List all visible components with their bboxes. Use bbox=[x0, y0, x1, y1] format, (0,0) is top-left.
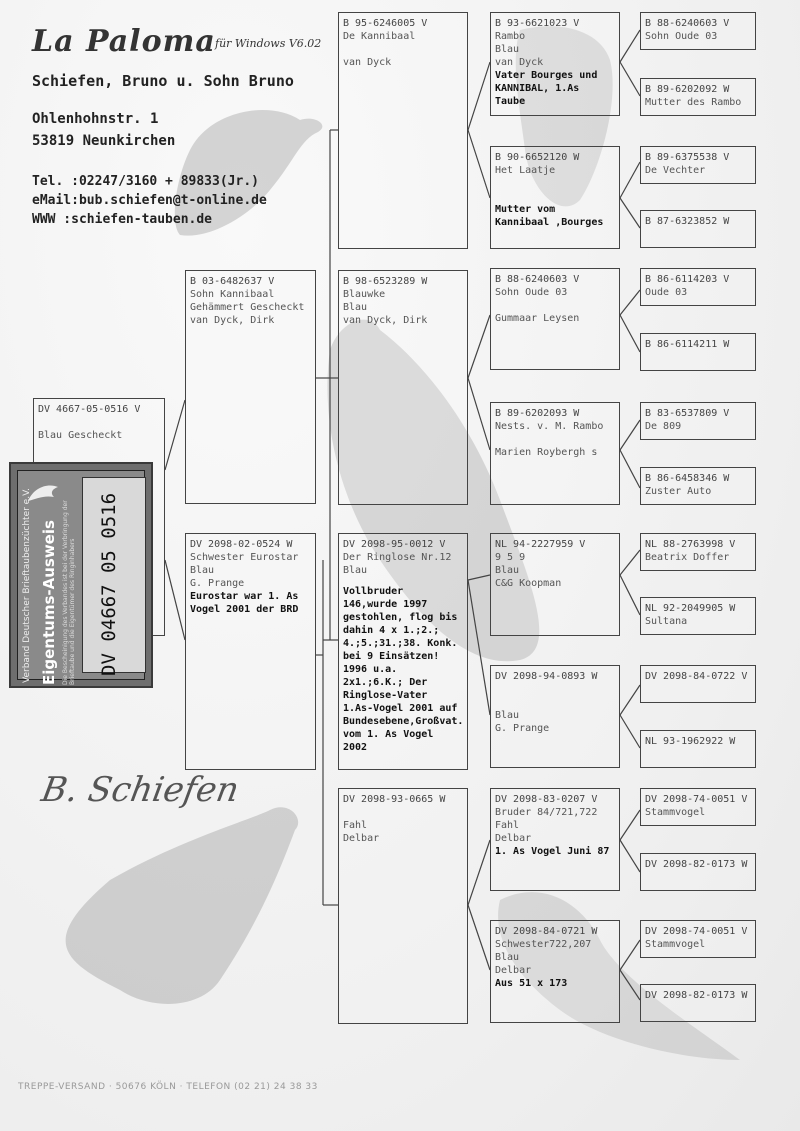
ddd-note: Aus 51 x 173 bbox=[495, 978, 568, 989]
sire-ring: B 03-6482637 V bbox=[190, 276, 275, 287]
pedigree-gen5-box bbox=[640, 730, 756, 768]
owner-name: Schiefen, Bruno u. Sohn Bruno bbox=[32, 72, 294, 90]
gen5-ring: DV 2098-84-0722 V bbox=[645, 671, 748, 682]
dd-ring: DV 2098-93-0665 W bbox=[343, 794, 446, 805]
logo-title: La Paloma bbox=[32, 24, 216, 59]
gen5-ring: NL 92-2049905 W bbox=[645, 603, 736, 614]
dds-note: 1. As Vogel Juni 87 bbox=[495, 846, 610, 857]
pedigree-sd-box bbox=[338, 270, 468, 505]
pedigree-gen5-box bbox=[640, 788, 756, 826]
sds-line: Sohn Oude 03 bbox=[495, 287, 568, 298]
gen5-ring: B 89-6202092 W bbox=[645, 84, 730, 95]
sd-line: Blau bbox=[343, 302, 368, 313]
gen5-name: Mutter des Rambo bbox=[645, 97, 742, 108]
ss-line: De Kannibaal bbox=[343, 31, 416, 42]
sss-ring: B 93-6621023 V bbox=[495, 18, 580, 29]
pedigree-gen5-box bbox=[640, 853, 756, 891]
address-city: 53819 Neunkirchen bbox=[32, 133, 176, 149]
gen5-name: Oude 03 bbox=[645, 287, 688, 298]
gen5-name: Sohn Oude 03 bbox=[645, 31, 718, 42]
dd-line: Fahl bbox=[343, 820, 368, 831]
pedigree-gen5-box bbox=[640, 665, 756, 703]
gen5-ring: DV 2098-82-0173 W bbox=[645, 859, 748, 870]
gen5-name bbox=[645, 228, 751, 241]
ds-line: Blau bbox=[343, 565, 368, 576]
sds-ring: B 88-6240603 V bbox=[495, 274, 580, 285]
pedigree-gen5-box bbox=[640, 146, 756, 184]
ss-ring: B 95-6246005 V bbox=[343, 18, 428, 29]
pedigree-gen5-box bbox=[640, 467, 756, 505]
dam-line: Schwester Eurostar bbox=[190, 552, 299, 563]
pedigree-gen5-box bbox=[640, 12, 756, 50]
pedigree-gen5-box bbox=[640, 402, 756, 440]
dds-line: Fahl bbox=[495, 820, 520, 831]
sss-note: Vater Bourges und KANNIBAL, 1.As Taube bbox=[495, 70, 598, 107]
ddd-line: Blau bbox=[495, 952, 520, 963]
sdd-ring: B 89-6202093 W bbox=[495, 408, 580, 419]
pedigree-sdd-box bbox=[490, 402, 620, 505]
stamp-title: Eigentums-Ausweis bbox=[40, 520, 58, 685]
gen5-ring: B 86-6458346 W bbox=[645, 473, 730, 484]
dam-note: Eurostar war 1. As Vogel 2001 der BRD bbox=[190, 591, 299, 615]
dd-line bbox=[343, 806, 463, 819]
dds-line: Bruder 84/721,722 bbox=[495, 807, 598, 818]
sd-line: van Dyck, Dirk bbox=[343, 315, 428, 326]
sd-ring: B 98-6523289 W bbox=[343, 276, 428, 287]
gen5-ring: DV 2098-74-0051 V bbox=[645, 926, 748, 937]
ss-line: van Dyck bbox=[343, 57, 392, 68]
sire-line: Sohn Kannibaal bbox=[190, 289, 275, 300]
sire-line: van Dyck, Dirk bbox=[190, 315, 275, 326]
pedigree-gen5-box bbox=[640, 268, 756, 306]
gen5-name: De 809 bbox=[645, 421, 682, 432]
contact-website: WWW :schiefen-tauben.de bbox=[32, 212, 213, 227]
ssd-note: Mutter vom Kannibaal ,Bourges bbox=[495, 204, 604, 228]
ds-ring: DV 2098-95-0012 V bbox=[343, 539, 446, 550]
sd-line: Blauwke bbox=[343, 289, 386, 300]
dsd-line: G. Prange bbox=[495, 723, 550, 734]
stamp-org: Verband Deutscher Brieftaubenzüchter e.V. bbox=[22, 488, 32, 683]
pedigree-sds-box bbox=[490, 268, 620, 370]
printer-footer: TREPPE-VERSAND · 50676 KÖLN · TELEFON (02 21) 24 38 33 bbox=[18, 1082, 318, 1092]
pedigree-gen5-box bbox=[640, 78, 756, 116]
gen5-name: De Vechter bbox=[645, 165, 706, 176]
pedigree-dss-box bbox=[490, 533, 620, 636]
gen5-name: Stammvogel bbox=[645, 807, 706, 818]
ddd-line: Schwester722,207 bbox=[495, 939, 592, 950]
dsd-ring: DV 2098-94-0893 W bbox=[495, 671, 598, 682]
dam-ring: DV 2098-02-0524 W bbox=[190, 539, 293, 550]
sss-line: Rambo bbox=[495, 31, 526, 42]
gen5-ring: B 88-6240603 V bbox=[645, 18, 730, 29]
ssd-ring: B 90-6652120 W bbox=[495, 152, 580, 163]
dss-ring: NL 94-2227959 V bbox=[495, 539, 586, 550]
ddd-ring: DV 2098-84-0721 W bbox=[495, 926, 598, 937]
sds-line: Gummaar Leysen bbox=[495, 313, 580, 324]
dove-emblem-icon bbox=[24, 477, 72, 507]
dam-line: G. Prange bbox=[190, 578, 245, 589]
ddd-line: Delbar bbox=[495, 965, 532, 976]
pedigree-gen5-box bbox=[640, 984, 756, 1022]
sss-line: van Dyck bbox=[495, 57, 544, 68]
gen5-name: Zuster Auto bbox=[645, 486, 712, 497]
gen5-name bbox=[645, 351, 751, 364]
stamp-inner-frame: Verband Deutscher Brieftaubenzüchter e.V. Eigentums-Ausweis Die Bescheinigung des Verbandes ist bei der Verbringung der Brieftaube und die Eigentümer des Ringinhabers DV 04667 05 0516 bbox=[17, 470, 145, 680]
pedigree-ds-box bbox=[338, 533, 468, 770]
dsd-line bbox=[495, 696, 615, 709]
gen5-name: Sultana bbox=[645, 616, 688, 627]
pedigree-sss-box bbox=[490, 12, 620, 116]
pedigree-ss-box bbox=[338, 12, 468, 249]
logo-subtitle: für Windows V6.02 bbox=[215, 37, 322, 50]
pedigree-gen5-box bbox=[640, 597, 756, 635]
stamp-fineprint: Die Bescheinigung des Verbandes ist bei der Verbringung der Brieftaube und die Eigentümer des Ringinhabers bbox=[62, 500, 76, 685]
pedigree-sire-box bbox=[185, 270, 316, 504]
address-street: Ohlenhohnstr. 1 bbox=[32, 111, 159, 127]
subject-line: Blau Gescheckt bbox=[38, 430, 123, 441]
gen5-name: Stammvogel bbox=[645, 939, 706, 950]
gen5-name bbox=[645, 871, 751, 884]
dds-line: Delbar bbox=[495, 833, 532, 844]
sds-line bbox=[495, 299, 615, 312]
pedigree-ssd-box bbox=[490, 146, 620, 249]
pedigree-dsd-box bbox=[490, 665, 620, 768]
ssd-line: Het Laatje bbox=[495, 165, 556, 176]
gen5-ring: NL 93-1962922 W bbox=[645, 736, 736, 747]
sdd-line: Nests. v. M. Rambo bbox=[495, 421, 604, 432]
subject-ring: DV 4667-05-0516 V bbox=[38, 404, 141, 415]
pedigree-gen5-box bbox=[640, 920, 756, 958]
sss-line: Blau bbox=[495, 44, 520, 55]
dss-line: C&G Koopman bbox=[495, 578, 562, 589]
gen5-name bbox=[645, 748, 751, 761]
owner-signature: B. Schiefen bbox=[38, 770, 242, 810]
dds-ring: DV 2098-83-0207 V bbox=[495, 794, 598, 805]
pedigree-ddd-box bbox=[490, 920, 620, 1023]
gen5-name bbox=[645, 1002, 751, 1015]
gen5-name bbox=[645, 683, 751, 696]
pedigree-gen5-box bbox=[640, 210, 756, 248]
pedigree-dd-box bbox=[338, 788, 468, 1024]
subject-line bbox=[38, 416, 160, 429]
gen5-ring: B 86-6114211 W bbox=[645, 339, 730, 350]
gen5-ring: B 89-6375538 V bbox=[645, 152, 730, 163]
pedigree-dam-box bbox=[185, 533, 316, 770]
sire-line: Gehämmert Gescheckt bbox=[190, 302, 305, 313]
dss-line: 9 5 9 bbox=[495, 552, 526, 563]
gen5-ring: DV 2098-74-0051 V bbox=[645, 794, 748, 805]
pedigree-dds-box bbox=[490, 788, 620, 891]
dsd-line bbox=[495, 683, 615, 696]
gen5-ring: DV 2098-82-0173 W bbox=[645, 990, 748, 1001]
ownership-stamp bbox=[9, 462, 153, 688]
gen5-ring: B 86-6114203 V bbox=[645, 274, 730, 285]
gen5-ring: B 87-6323852 W bbox=[645, 216, 730, 227]
ss-line bbox=[343, 43, 463, 56]
contact-phone: Tel. :02247/3160 + 89833(Jr.) bbox=[32, 174, 259, 189]
dam-line: Blau bbox=[190, 565, 215, 576]
dss-line: Blau bbox=[495, 565, 520, 576]
pedigree-gen5-box bbox=[640, 333, 756, 371]
dsd-line: Blau bbox=[495, 710, 520, 721]
ds-line: Der Ringlose Nr.12 bbox=[343, 552, 452, 563]
gen5-ring: NL 88-2763998 V bbox=[645, 539, 736, 550]
ds-note: Vollbruder 146,wurde 1997 gestohlen, flog bis dahin 4 x 1.;2.; 4.;5.;31.;38. Konk. bei 9 Einsätzen! 1996 u.a. 2x1.;6.K.; Der Ringlose-Vater 1.As-Vogel 2001 auf Bundesebene,Großvat. vom 1. As Vogel 2002 bbox=[343, 586, 464, 753]
dd-line: Delbar bbox=[343, 833, 380, 844]
sdd-line: Marien Roybergh s bbox=[495, 447, 598, 458]
gen5-ring: B 83-6537809 V bbox=[645, 408, 730, 419]
sdd-line bbox=[495, 433, 615, 446]
contact-email: eMail:bub.schiefen@t-online.de bbox=[32, 193, 267, 208]
gen5-name: Beatrix Doffer bbox=[645, 552, 730, 563]
pedigree-gen5-box bbox=[640, 533, 756, 571]
